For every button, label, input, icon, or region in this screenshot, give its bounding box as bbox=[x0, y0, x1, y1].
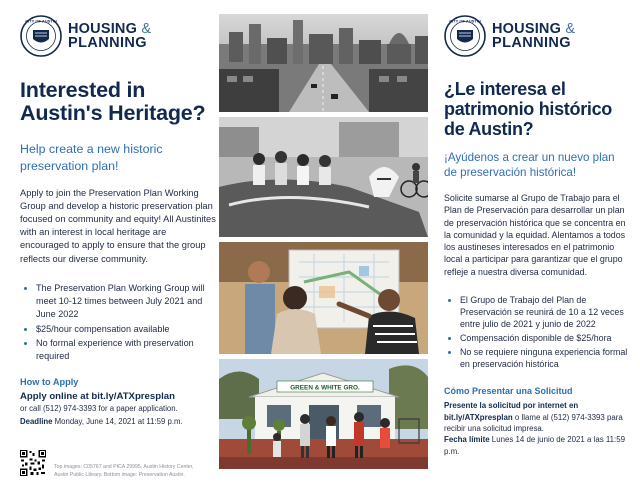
brand-line1: HOUSING bbox=[492, 20, 562, 37]
list-item: • No se requiere ninguna experiencia formal en preservación histórica bbox=[460, 346, 630, 370]
community-map-meeting-photo bbox=[219, 242, 428, 354]
details-list bbox=[20, 282, 216, 363]
intro-paragraph-es: Solicite sumarse al Grupo de Trabajo para el Plan de Preservación para desarrollar un plan de preservación histórica que se concentra en la comunidad y la equidad. Alentamos a todos los austineses interesados en el patrimonio local a participar para garantizar que el grupo refleje a nuestra diversa comunidad. bbox=[444, 193, 626, 277]
housing-planning-logo-es bbox=[444, 12, 630, 60]
list-item: • El Grupo de Trabajo del Plan de Preservación se reunirá de 10 a 12 veces entre julio de 2021 y junio de 2022 bbox=[460, 294, 630, 330]
photo-column bbox=[219, 14, 428, 469]
subtitle-es: ¡Ayúdenos a crear un nuevo plan de preservación histórica! bbox=[444, 151, 615, 180]
apply-phone-es: o llame al (512) 974-3393 para recibir una solicitud impresa. bbox=[444, 412, 623, 434]
housing-planning-logo bbox=[20, 12, 216, 60]
brand-line1: HOUSING bbox=[68, 20, 138, 37]
deadline-label-es: Fecha límite bbox=[444, 435, 490, 445]
apply-link-es[interactable]: bit.ly/ATXpresplan bbox=[444, 412, 513, 422]
deadline-value-es: Lunes 14 de junio de 2021 a las 11:59 p.m. bbox=[444, 435, 626, 456]
svg-text:CITY OF AUSTIN: CITY OF AUSTIN bbox=[449, 18, 481, 24]
qr-code-icon[interactable] bbox=[20, 450, 46, 476]
how-to-apply-heading: How to Apply bbox=[20, 377, 79, 388]
footer bbox=[20, 450, 204, 479]
brand-line2: PLANNING bbox=[68, 35, 147, 51]
apply-online-link[interactable]: Apply online at bit.ly/ATXpresplan bbox=[20, 391, 175, 403]
brand-amp: & bbox=[141, 20, 152, 37]
spanish-column bbox=[444, 12, 630, 457]
brand-wordmark bbox=[492, 22, 575, 51]
page-title: Interested in Austin's Heritage? bbox=[20, 78, 206, 126]
list-item: • Compensación disponible de $25/hora bbox=[460, 332, 630, 344]
list-item: • No formal experience with preservation required bbox=[36, 337, 216, 363]
city-seal-icon bbox=[444, 15, 486, 57]
deadline-label: Deadline bbox=[20, 416, 53, 426]
details-list-es bbox=[444, 294, 630, 370]
apply-text-es bbox=[444, 400, 630, 457]
list-item: • $25/hour compensation available bbox=[36, 323, 216, 336]
deadline-line bbox=[20, 416, 216, 428]
intro-paragraph: Apply to join the Preservation Plan Working Group and develop a historic preservation plan focused on community and equity! All Austinites with an interest in local heritage are encouraged to apply to ensure that the group reflects our diverse community. bbox=[20, 187, 216, 264]
list-item: • The Preservation Plan Working Group will meet 10-12 times between July 2021 and June 2022 bbox=[36, 282, 216, 321]
apply-phone-text: or call (512) 974-3393 for a paper application. bbox=[20, 404, 178, 414]
green-white-grocery-photo bbox=[219, 359, 428, 469]
english-column bbox=[20, 12, 216, 428]
city-seal-icon bbox=[20, 15, 62, 57]
subtitle: Help create a new historic preservation plan! bbox=[20, 142, 163, 173]
brand-wordmark bbox=[68, 22, 151, 51]
how-to-apply-heading-es: Cómo Presentar una Solicitud bbox=[444, 386, 573, 397]
historic-parade-photo bbox=[219, 117, 428, 237]
deadline-value: Monday, June 14, 2021 at 11:59 p.m. bbox=[52, 416, 183, 426]
historic-city-aerial-photo bbox=[219, 14, 428, 112]
image-credit: Top images: C05767 and PICA 29995, Austin History Center, Austin Public Library. Bottom image: Preservation Austin. bbox=[54, 464, 194, 478]
page-title-es: ¿Le interesa el patrimonio histórico de Austin? bbox=[444, 79, 613, 139]
storefront-sign: GREEN & WHITE GRO. bbox=[290, 384, 360, 392]
brand-line2: PLANNING bbox=[492, 35, 571, 51]
brand-amp: & bbox=[565, 20, 576, 37]
apply-intro-es: Presente la solicitud por internet en bbox=[444, 401, 579, 411]
svg-text:CITY OF AUSTIN: CITY OF AUSTIN bbox=[25, 18, 57, 24]
